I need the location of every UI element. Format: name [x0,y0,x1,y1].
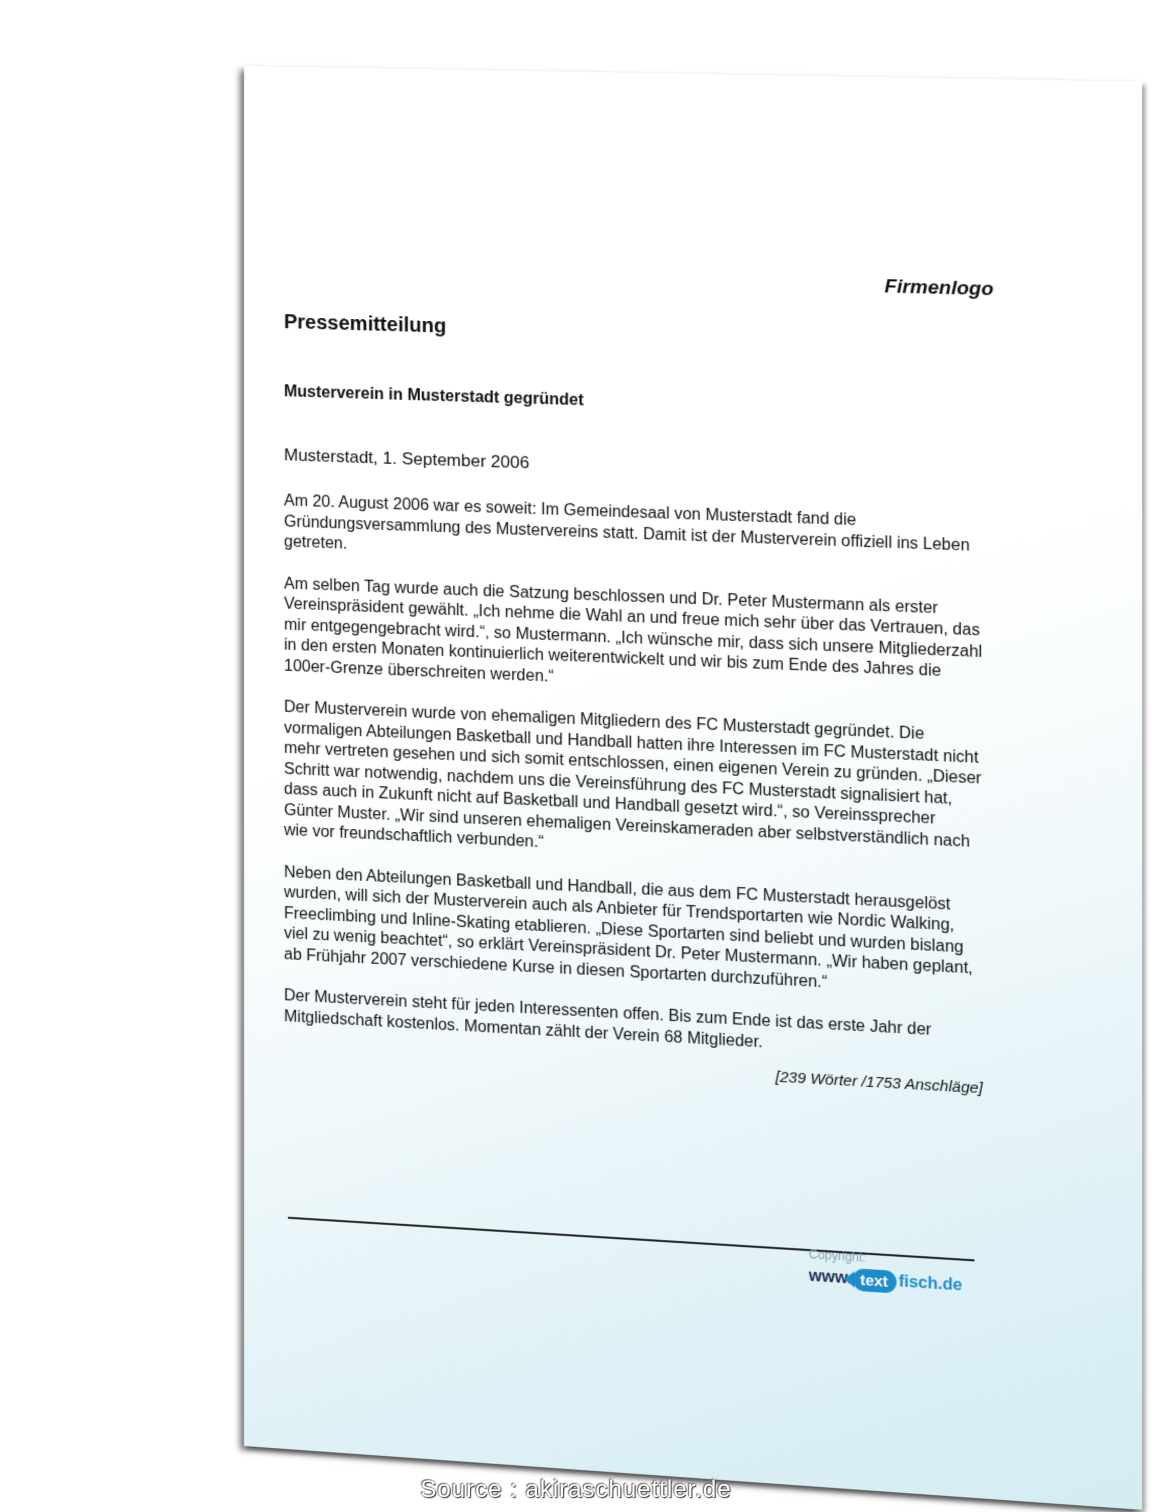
document-page [244,66,1142,1510]
paragraph-2: Am selben Tag wurde auch die Satzung beschlossen und Dr. Peter Mustermann als erster Vereinspräsident gewählt. „Ich nehme die Wahl an und freue mich sehr über das Vertrauen, das mir entgegengebracht wird.“, so Mustermann. „Ich wünsche mir, dass sich unsere Mitgliederzahl in den ersten Monaten kontinuierlich weiterentwickelt und wir bis zum Ende des Jahres die 100er-Grenze überschreiten werden.“ [283,574,983,686]
paragraph-4: Neben den Abteilungen Basketball und Handball, die aus dem FC Musterstadt herausgelöst wurden, will sich der Musterverein auch als Anbieter für Trendsportarten wie Nordic Walking, Freeclimbing und Inline-Skating etablieren. „Diese Sportarten sind beliebt und wurden bislang viel zu wenig beachtet“, so erklärt Vereinspräsident Dr. Peter Mustermann. „Wir haben geplant, ab Frühjahr 2007 verschiedene Kurse in diesen Sportarten durchzuführen.“ [283,863,973,991]
company-logo-placeholder: Firmenlogo [884,276,994,301]
word-count: [239 Wörter /1753 Anschläge] [775,1068,983,1098]
copyright-block [809,1247,987,1299]
page-content [284,67,993,1500]
document-heading: Pressemitteilung [283,311,447,338]
site-badge: text [860,1271,889,1291]
dateline: Musterstadt, 1. September 2006 [283,445,530,473]
press-release-title: Musterverein in Musterstadt gegründet [283,383,584,410]
source-watermark: Source : akiraschuettler.de [420,1476,732,1503]
paragraph-1: Am 20. August 2006 war es soweit: Im Gemeindesaal von Musterstadt fand die Gründungsversammlung des Mustervereins statt. Damit ist der Musterverein offiziell ins Leben getreten. [283,492,970,555]
site-word: fisch [898,1273,938,1294]
site-suffix: .de [937,1275,963,1295]
fish-icon [854,1268,897,1293]
copyright-label: Copyright: [808,1247,866,1265]
body-text [284,491,983,1100]
paragraph-3: Der Musterverein wurde von ehemaligen Mitgliedern des FC Musterstadt gegründet. Die vormaligen Abteilungen Basketball und Handball hatten ihre Interessen im FC Musterstadt nicht mehr vertreten gesehen und sich somit entschlossen, einen eigenen Verein zu gründen. „Dieser Schritt war notwendig, nachdem uns die Vereinsführung des FC Musterstadt signalisiert hat, dass auch in Zukunft nicht auf Basketball und Handball gesetzt wird.“, so Vereinssprecher Günter Muster. „Wir sind unseren ehemaligen Vereinskameraden aber selbstverständlich nach wie vor freundschaftlich verbunden.“ [283,698,982,852]
paragraph-5: Der Musterverein steht für jeden Interessenten offen. Bis zum Ende ist das erste Jahr der Mitgliedschaft kostenlos. Momentan zählt der Verein 68 Mitglieder. [283,987,932,1051]
site-prefix: www. [808,1267,852,1288]
